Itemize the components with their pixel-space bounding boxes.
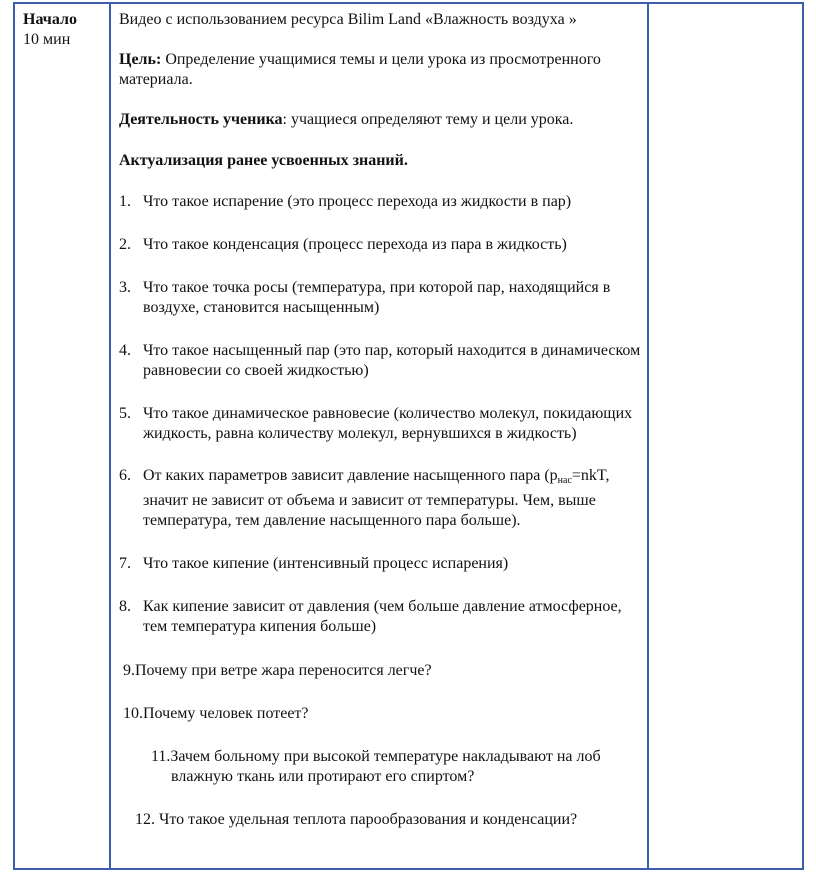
list-item-number: 1. [119, 193, 131, 210]
list-item-number: 7. [119, 555, 131, 572]
activity-paragraph [119, 110, 645, 130]
section-title: Актуализация ранее усвоенных знаний. [119, 152, 408, 169]
goal-label: Цель: [119, 51, 162, 68]
list-item-text: Как кипение зависит от давления (чем больше давление атмосферное, тем температура кипения больше) [143, 598, 622, 635]
list-item-text: Что такое динамическое равновесие (количество молекул, покидающих жидкость, равна количеству молекул, вернувшихся в жидкость) [143, 405, 633, 442]
question-9: 9.Почему при ветре жара переносится легче? [123, 662, 432, 679]
list-item [119, 466, 645, 531]
question-11-text: 11.Зачем больному при высокой температуре накладывают на лоб влажную ткань или протирают его спиртом? [151, 748, 601, 785]
activity-label: Деятельность ученика [119, 111, 283, 128]
list-item [119, 341, 645, 381]
list-item [119, 597, 645, 637]
item6-text-b: =nkT, значит не зависит от объема и зависит от температуры. Чем, выше температура, тем давление насыщенного пара больше). [143, 467, 610, 529]
list-item-number: 2. [119, 236, 131, 253]
list-item [119, 278, 645, 318]
list-item-number: 8. [119, 598, 131, 615]
list-item-text: Что такое конденсация (процесс перехода из пара в жидкость) [143, 236, 567, 253]
list-item-number: 3. [119, 279, 131, 296]
item6-text-a: От каких параметров зависит давление насыщенного пара (р [143, 467, 558, 484]
stage-time: 10 мин [23, 31, 71, 48]
intro-text: Видео с использованием ресурса Bilim Land «Влажность воздуха » [119, 11, 577, 28]
list-item-number: 5. [119, 405, 131, 422]
goal-text: Определение учащимися темы и цели урока из просмотренного материала. [119, 51, 601, 88]
goal-paragraph [119, 50, 645, 90]
column-divider-1 [109, 4, 111, 868]
list-item-text: Что такое кипение (интенсивный процесс испарения) [143, 555, 509, 572]
list-item-text [143, 466, 645, 531]
activity-text: : учащиеся определяют тему и цели урока. [282, 111, 574, 128]
list-item-number: 4. [119, 342, 131, 359]
list-item [119, 192, 645, 212]
list-item-text: Что такое испарение (это процесс перехода из жидкости в пар) [143, 193, 572, 210]
question-10: 10.Почему человек потеет? [123, 705, 309, 722]
list-item-text: Что такое точка росы (температура, при которой пар, находящийся в воздухе, становится насыщенным) [143, 279, 611, 316]
list-item-number: 6. [119, 467, 131, 484]
stage-title: Начало [23, 11, 77, 28]
question-11 [119, 747, 645, 787]
list-item [119, 554, 645, 574]
question-12: 12. Что такое удельная теплота парообразования и конденсации? [135, 811, 578, 828]
list-item [119, 404, 645, 444]
lesson-table [13, 2, 804, 870]
list-item-text: Что такое насыщенный пар (это пар, который находится в динамическом равновесии со своей жидкостью) [143, 342, 641, 379]
content-cell [119, 10, 645, 830]
column-divider-2 [647, 4, 649, 868]
item6-subscript: нас [557, 475, 572, 486]
list-item [119, 235, 645, 255]
stage-cell [23, 10, 107, 50]
